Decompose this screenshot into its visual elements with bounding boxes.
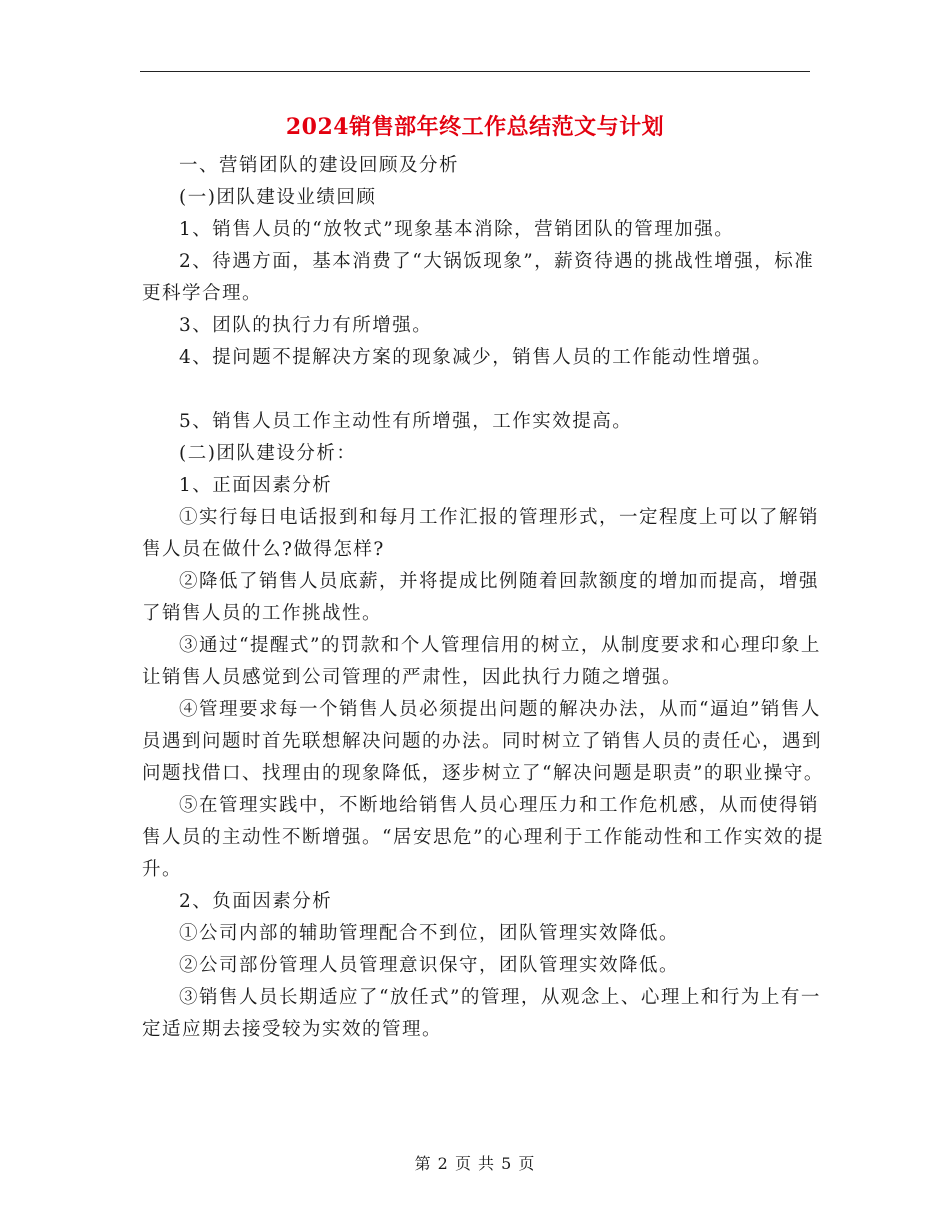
- paragraph: 2、负面因素分析: [179, 891, 333, 912]
- page-number-label: 第 2 页 共 5 页: [414, 1154, 536, 1173]
- paragraph: ③销售人员长期适应了“放任式”的管理，从观念上、心理上和行为上有一定适应期去接受较为实效的管理。: [142, 987, 821, 1040]
- document-title: 2024销售部年终工作总结范文与计划: [285, 114, 665, 140]
- paragraph: ②公司部份管理人员管理意识保守，团队管理实效降低。: [179, 955, 680, 976]
- subsection-heading: (二)团队建设分析：: [179, 443, 357, 464]
- section-heading: 一、营销团队的建设回顾及分析: [179, 155, 460, 176]
- header-rule: [140, 71, 810, 72]
- paragraph: 4、提问题不提解决方案的现象减少，销售人员的工作能动性增强。: [179, 347, 773, 368]
- paragraph: ②降低了销售人员底薪，并将提成比例随着回款额度的增加而提高，增强了销售人员的工作挑战性。: [142, 571, 820, 624]
- paragraph: ①公司内部的辅助管理配合不到位，团队管理实效降低。: [179, 923, 680, 944]
- document-body: [142, 150, 832, 1046]
- paragraph: ③通过“提醒式”的罚款和个人管理信用的树立，从制度要求和心理印象上让销售人员感觉到公司管理的严肃性，因此执行力随之增强。: [142, 635, 821, 688]
- paragraph: ④管理要求每一个销售人员必须提出问题的解决办法，从而“逼迫”销售人员遇到问题时首先联想解决问题的办法。同时树立了销售人员的责任心，遇到问题找借口、找理由的现象降低，逐步树立了“解决问题是职责”的职业操守。: [142, 699, 824, 784]
- subsection-heading: (一)团队建设业绩回顾: [179, 187, 377, 208]
- paragraph: 5、销售人员工作主动性有所增强，工作实效提高。: [179, 411, 633, 432]
- paragraph: 2、待遇方面，基本消费了“大锅饭现象”，薪资待遇的挑战性增强，标准更科学合理。: [142, 251, 815, 304]
- page-footer: [0, 1152, 950, 1176]
- paragraph: 3、团队的执行力有所增强。: [179, 315, 433, 336]
- paragraph: ①实行每日电话报到和每月工作汇报的管理形式，一定程度上可以了解销售人员在做什么?做得怎样?: [142, 507, 820, 560]
- paragraph: 1、销售人员的“放牧式”现象基本消除，营销团队的管理加强。: [179, 219, 735, 240]
- paragraph: ⑤在管理实践中，不断地给销售人员心理压力和工作危机感，从而使得销售人员的主动性不断增强。“居安思危”的心理利于工作能动性和工作实效的提升。: [142, 795, 824, 880]
- paragraph: 1、正面因素分析: [179, 475, 333, 496]
